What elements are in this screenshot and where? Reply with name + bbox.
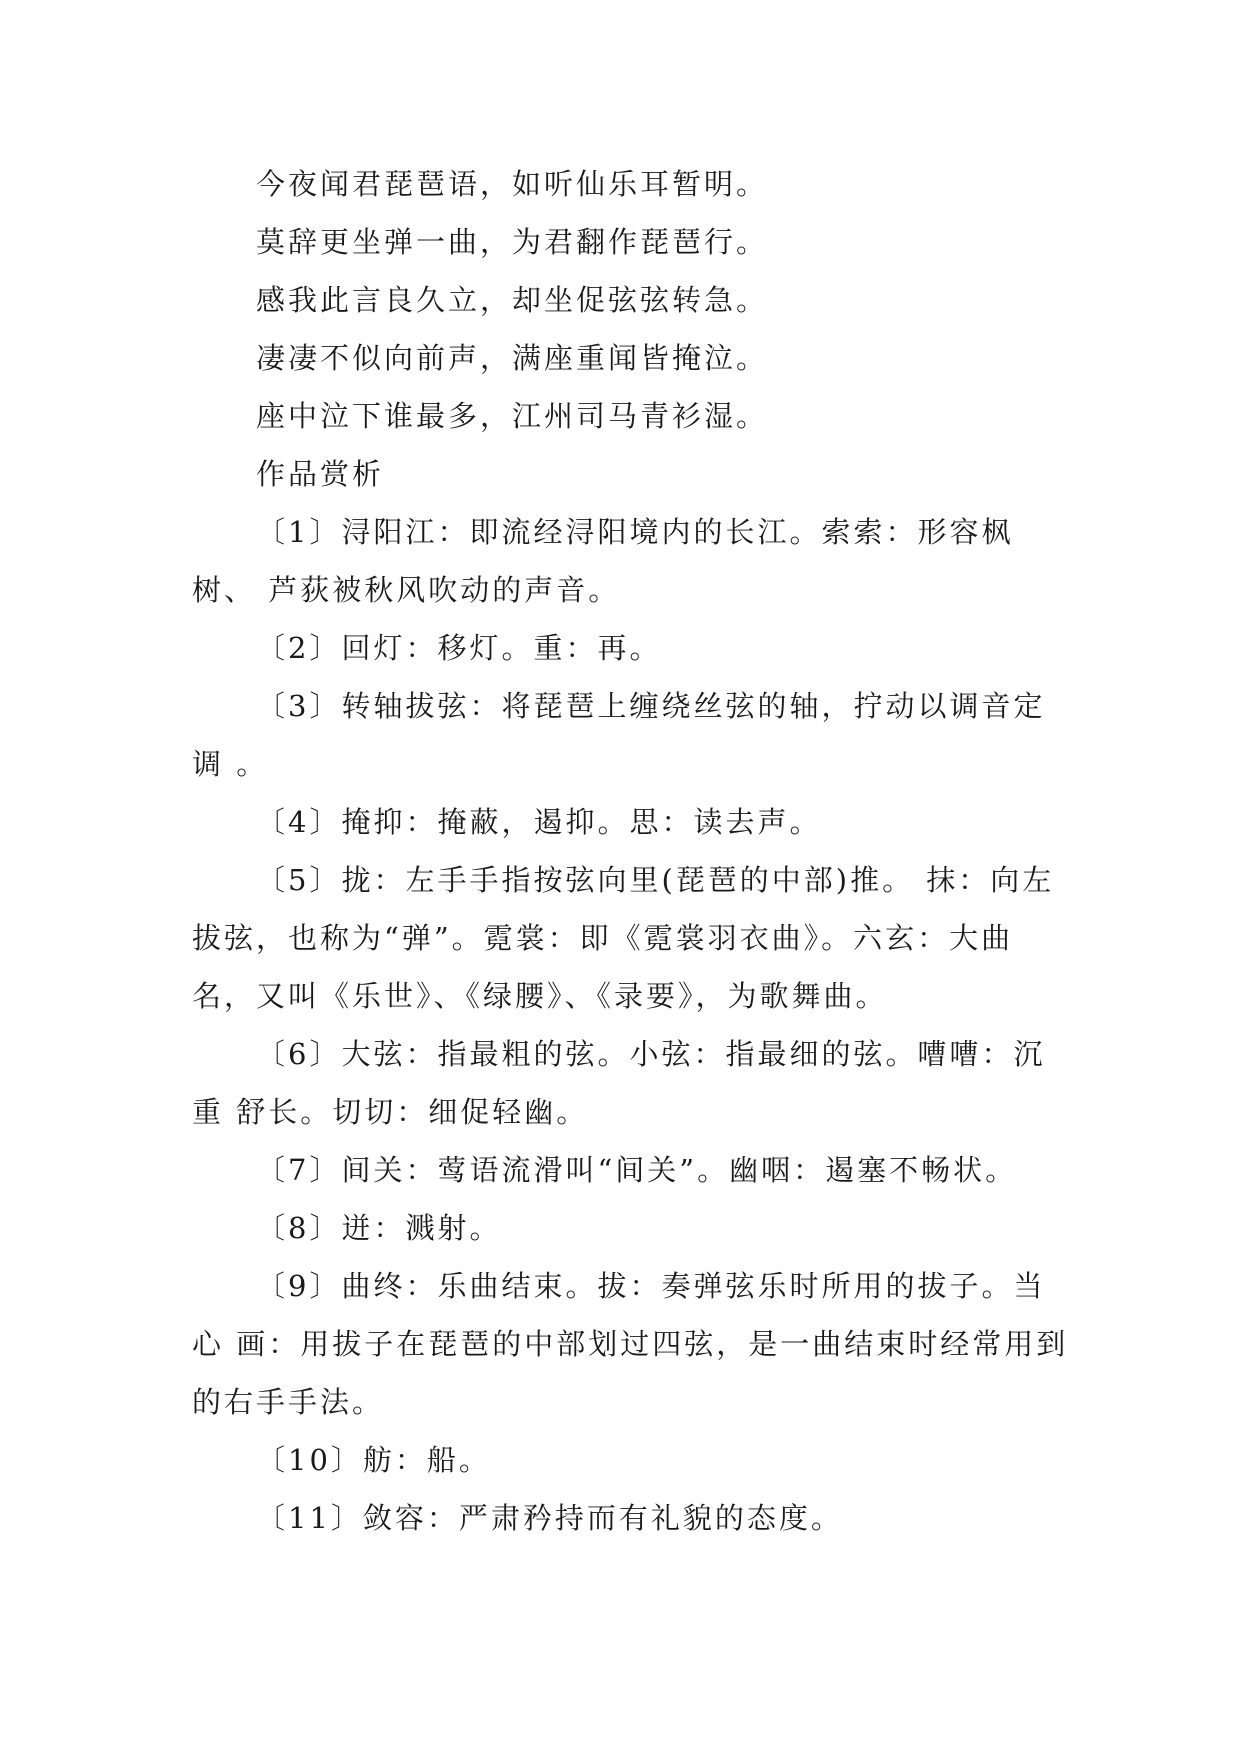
note-6: 〔6〕大弦：指最粗的弦。小弦：指最细的弦。嘈嘈：沉重 舒长。切切：细促轻幽。	[192, 1037, 1046, 1129]
note-9: 〔9〕曲终：乐曲结束。拔：奏弹弦乐时所用的拔子。当心 画：用拔子在琵琶的中部划过四弦，是一曲结束时经常用到的右手手法。	[192, 1269, 1069, 1419]
note-5: 〔5〕拢：左手手指按弦向里(琵琶的中部)推。 抹：向左拔弦，也称为“弹”。霓裳：即《霓裳羽衣曲》。六玄：大曲名，又叫《乐世》、《绿腰》、《录要》，为歌舞曲。	[192, 863, 1055, 1013]
poem-line: 凄凄不似向前声，满座重闻皆掩泣。	[256, 341, 769, 375]
note-7: 〔7〕间关：莺语流滑叫“间关”。幽咽：遏塞不畅状。	[256, 1153, 1018, 1187]
note-10: 〔10〕舫：船。	[256, 1443, 491, 1477]
note-8: 〔8〕迸：溅射。	[256, 1211, 502, 1245]
poem-line: 莫辞更坐弹一曲，为君翻作琵琶行。	[256, 225, 769, 259]
document-body	[192, 155, 1072, 1547]
poem-line: 感我此言良久立，却坐促弦弦转急。	[256, 283, 769, 317]
note-3: 〔3〕转轴拔弦：将琵琶上缠绕丝弦的轴，拧动以调音定调 。	[192, 689, 1046, 781]
note-4: 〔4〕掩抑：掩蔽，遏抑。思：读去声。	[256, 805, 822, 839]
poem-line: 今夜闻君琵琶语，如听仙乐耳暂明。	[256, 167, 769, 201]
section-heading: 作品赏析	[256, 457, 385, 491]
note-1: 〔1〕浔阳江：即流经浔阳境内的长江。索索：形容枫树、 芦荻被秋风吹动的声音。	[192, 515, 1014, 607]
note-2: 〔2〕回灯：移灯。重：再。	[256, 631, 662, 665]
poem-line: 座中泣下谁最多，江州司马青衫湿。	[256, 399, 769, 433]
note-11: 〔11〕敛容：严肃矜持而有礼貌的态度。	[256, 1501, 843, 1535]
